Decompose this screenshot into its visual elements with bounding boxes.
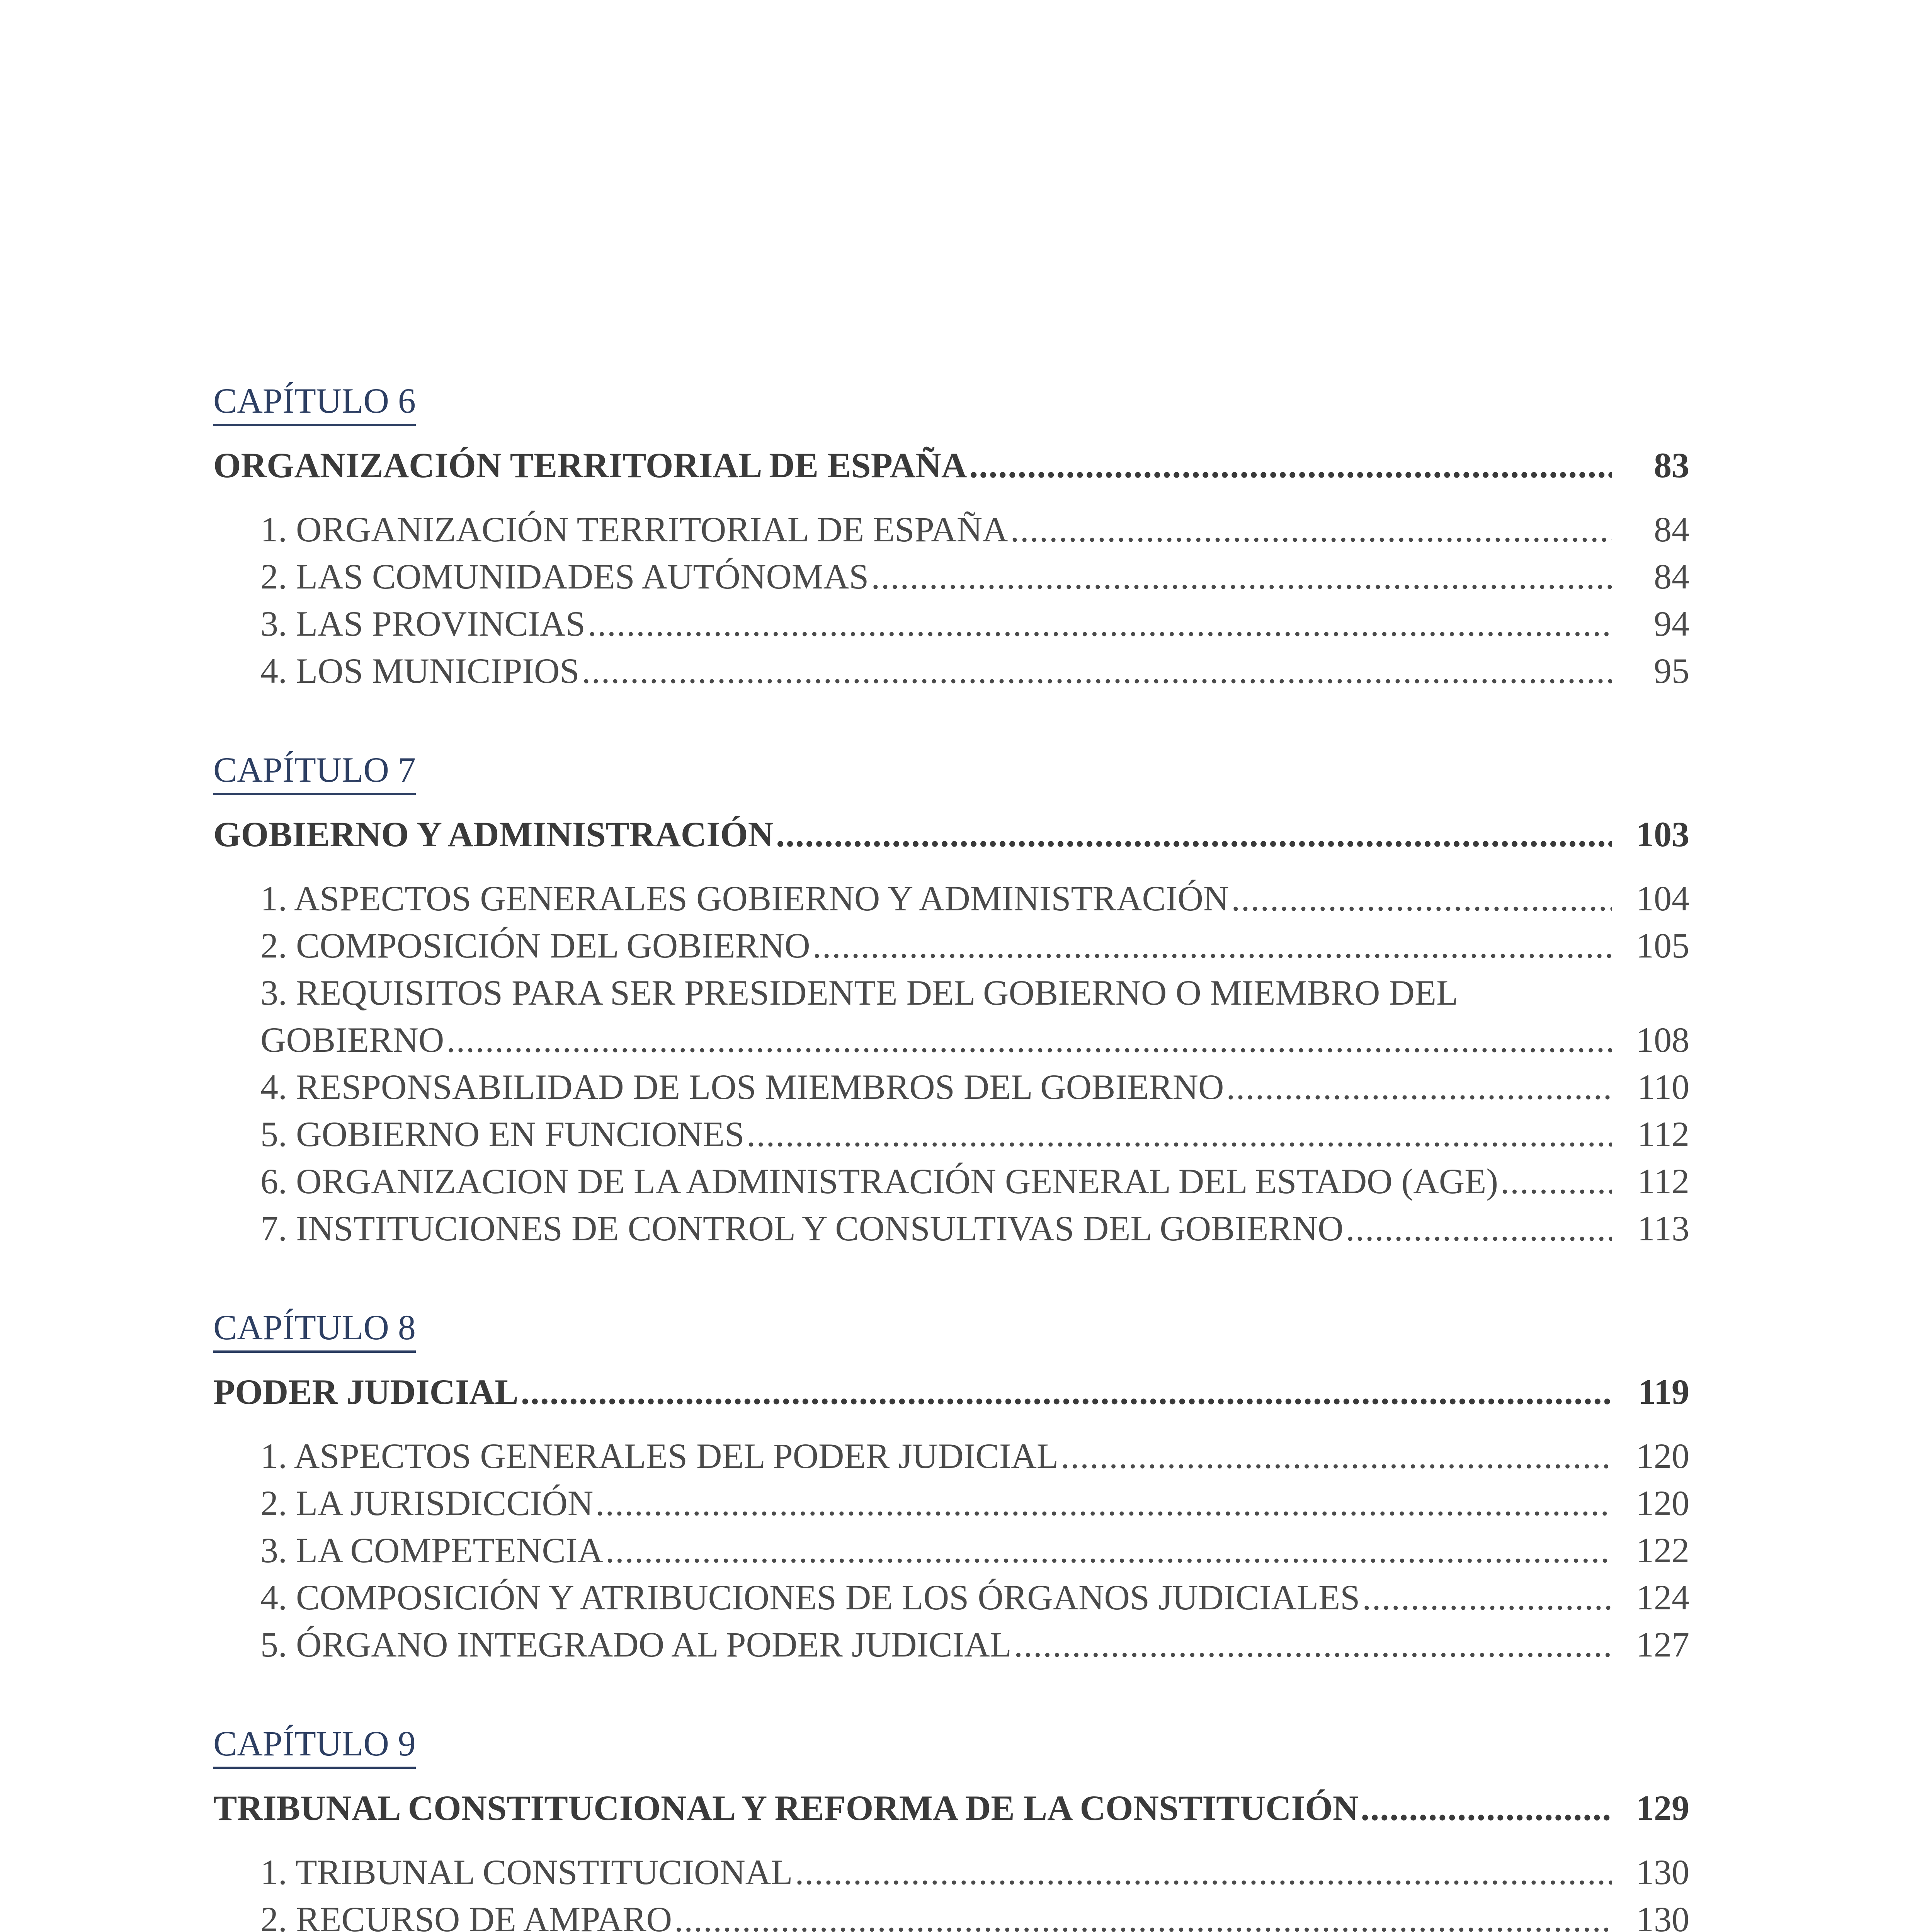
entry-title: 3. LA COMPETENCIA	[260, 1531, 603, 1570]
toc-entry[interactable]	[213, 1016, 1689, 1063]
chapter-title-row[interactable]	[213, 1368, 1689, 1415]
toc-entry[interactable]	[213, 1621, 1689, 1668]
page-number: 122	[1636, 1531, 1689, 1570]
page-number: 120	[1636, 1436, 1689, 1476]
chapter-7	[213, 748, 1689, 1252]
entry-title: GOBIERNO	[260, 1020, 444, 1060]
table-of-contents	[213, 379, 1689, 1932]
dot-leader	[446, 1016, 1612, 1063]
toc-entry[interactable]	[213, 875, 1689, 922]
page-number: 130	[1636, 1852, 1689, 1892]
page-number: 110	[1637, 1067, 1689, 1107]
entry-title: 2. COMPOSICIÓN DEL GOBIERNO	[260, 926, 810, 965]
toc-entry[interactable]	[213, 1063, 1689, 1111]
entry-title-line1[interactable]: 3. REQUISITOS PARA SER PRESIDENTE DEL GOBIERNO O MIEMBRO DEL	[260, 973, 1458, 1012]
toc-entry[interactable]	[213, 1205, 1689, 1252]
toc-entry[interactable]	[213, 1158, 1689, 1205]
dot-leader	[1346, 1205, 1612, 1252]
page-number: 112	[1637, 1114, 1689, 1154]
dot-leader	[1226, 1063, 1612, 1111]
page-number: 84	[1654, 510, 1689, 549]
dot-leader	[1010, 506, 1612, 553]
entry-title: 2. LA JURISDICCIÓN	[260, 1483, 594, 1523]
entry-title: 7. INSTITUCIONES DE CONTROL Y CONSULTIVAS DEL GOBIERNO	[260, 1209, 1344, 1248]
entry-title: 1. ASPECTOS GENERALES DEL PODER JUDICIAL	[260, 1436, 1059, 1476]
entry-title: 1. ORGANIZACIÓN TERRITORIAL DE ESPAÑA	[260, 510, 1008, 549]
page-number: 103	[1636, 815, 1689, 854]
entry-title: 5. GOBIERNO EN FUNCIONES	[260, 1114, 745, 1154]
chapter-8	[213, 1305, 1689, 1668]
dot-leader	[1061, 1432, 1612, 1480]
toc-entry[interactable]	[213, 922, 1689, 969]
chapter-6	[213, 379, 1689, 694]
chapter-9	[213, 1721, 1689, 1932]
entry-title: 6. ORGANIZACION DE LA ADMINISTRACIÓN GENERAL DEL ESTADO (AGE)	[260, 1162, 1498, 1201]
entry-title: 1. TRIBUNAL CONSTITUCIONAL	[260, 1852, 793, 1892]
page-number: 127	[1636, 1625, 1689, 1664]
toc-entry[interactable]	[213, 1574, 1689, 1621]
page-number: 113	[1637, 1209, 1689, 1248]
dot-leader	[747, 1111, 1612, 1158]
page-number: 84	[1654, 557, 1689, 596]
dot-leader	[606, 1527, 1612, 1574]
toc-entry[interactable]	[213, 1432, 1689, 1480]
chapter-title: GOBIERNO Y ADMINISTRACIÓN	[213, 815, 774, 854]
dot-leader	[1362, 1574, 1612, 1621]
chapter-title: TRIBUNAL CONSTITUCIONAL Y REFORMA DE LA CONSTITUCIÓN	[213, 1788, 1359, 1828]
dot-leader	[1361, 1784, 1612, 1832]
entry-title: 4. COMPOSICIÓN Y ATRIBUCIONES DE LOS ÓRGANOS JUDICIALES	[260, 1578, 1360, 1617]
entry-title: 2. LAS COMUNIDADES AUTÓNOMAS	[260, 557, 869, 596]
dot-leader	[1231, 875, 1612, 922]
entry-title: 4. RESPONSABILIDAD DE LOS MIEMBROS DEL GOBIERNO	[260, 1067, 1224, 1107]
dot-leader	[588, 600, 1612, 647]
toc-entry[interactable]	[213, 1480, 1689, 1527]
dot-leader	[813, 922, 1612, 969]
toc-entry[interactable]	[213, 506, 1689, 553]
dot-leader	[795, 1849, 1612, 1896]
dot-leader	[674, 1896, 1612, 1932]
chapter-label: CAPÍTULO 9	[213, 1721, 416, 1769]
entry-title: 2. RECURSO DE AMPARO	[260, 1900, 672, 1932]
page-number: 83	[1654, 446, 1689, 485]
chapter-label: CAPÍTULO 8	[213, 1305, 416, 1353]
chapter-title-row[interactable]	[213, 442, 1689, 489]
toc-entry[interactable]	[213, 647, 1689, 694]
toc-entry[interactable]	[213, 1849, 1689, 1896]
page-number: 119	[1638, 1372, 1689, 1412]
page-number: 129	[1636, 1788, 1689, 1828]
dot-leader	[595, 1480, 1612, 1527]
dot-leader	[1500, 1158, 1612, 1205]
dot-leader	[521, 1368, 1612, 1415]
entry-title: 3. LAS PROVINCIAS	[260, 604, 585, 643]
toc-entry[interactable]	[213, 553, 1689, 600]
dot-leader	[871, 553, 1612, 600]
page-number: 112	[1637, 1162, 1689, 1201]
page-number: 124	[1636, 1578, 1689, 1617]
page-number: 108	[1636, 1020, 1689, 1060]
dot-leader	[776, 811, 1612, 858]
chapter-title: ORGANIZACIÓN TERRITORIAL DE ESPAÑA	[213, 446, 967, 485]
page-number: 105	[1636, 926, 1689, 965]
dot-leader	[1014, 1621, 1612, 1668]
page-number: 95	[1654, 651, 1689, 690]
entry-title: 4. LOS MUNICIPIOS	[260, 651, 580, 690]
chapter-label: CAPÍTULO 6	[213, 379, 416, 426]
dot-leader	[582, 647, 1612, 694]
chapter-title-row[interactable]	[213, 1784, 1689, 1832]
dot-leader	[969, 442, 1612, 489]
toc-entry[interactable]	[213, 1896, 1689, 1932]
toc-entry[interactable]	[213, 1111, 1689, 1158]
page-number: 104	[1636, 879, 1689, 918]
chapter-title: PODER JUDICIAL	[213, 1372, 519, 1412]
toc-entry[interactable]	[213, 600, 1689, 647]
entry-title: 5. ÓRGANO INTEGRADO AL PODER JUDICIAL	[260, 1625, 1012, 1664]
toc-entry[interactable]	[213, 1527, 1689, 1574]
page-number: 120	[1636, 1483, 1689, 1523]
chapter-label: CAPÍTULO 7	[213, 748, 416, 795]
page-number: 130	[1636, 1900, 1689, 1932]
chapter-title-row[interactable]	[213, 811, 1689, 858]
page-number: 94	[1654, 604, 1689, 643]
entry-title: 1. ASPECTOS GENERALES GOBIERNO Y ADMINISTRACIÓN	[260, 879, 1229, 918]
